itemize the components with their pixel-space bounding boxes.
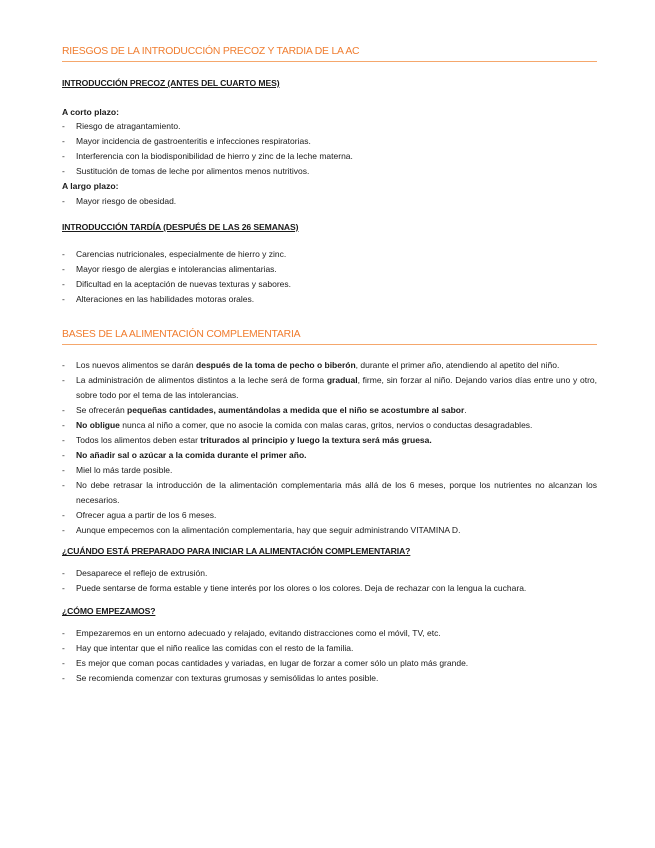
list-item: - Desaparece el reflejo de extrusión.: [62, 566, 597, 581]
list-item: - Alteraciones en las habilidades motoras orales.: [62, 292, 597, 307]
list-item: - Riesgo de atragantamiento.: [62, 119, 597, 134]
list-item: - No debe retrasar la introducción de la alimentación complementaria más allá de los 6 meses, porque los nutrientes no alcanzan los necesarios.: [62, 478, 597, 508]
list-item: - Mayor riesgo de alergias e intolerancias alimentarias.: [62, 262, 597, 277]
text: Todos los alimentos deben estar: [76, 435, 201, 445]
list-item: - Hay que intentar que el niño realice las comidas con el resto de la familia.: [62, 641, 597, 656]
emphasis: No obligue: [76, 420, 120, 430]
readiness-list: [62, 566, 597, 596]
list-item: - Interferencia con la biodisponibilidad de hierro y zinc de la leche materna.: [62, 149, 597, 164]
document-page: [62, 46, 597, 686]
list-item: - Es mejor que coman pocas cantidades y variadas, en lugar de forzar a comer sólo un plato más grande.: [62, 656, 597, 671]
long-term-list: [62, 194, 597, 209]
list-item: - Ofrecer agua a partir de los 6 meses.: [62, 508, 597, 523]
emphasis: No añadir sal o azúcar a la comida durante el primer año.: [76, 450, 307, 460]
text: La administración de alimentos distintos a la leche será de forma: [76, 375, 327, 385]
list-item: - Mayor incidencia de gastroenteritis e infecciones respiratorias.: [62, 134, 597, 149]
bases-list: [62, 358, 597, 538]
early-introduction-heading: INTRODUCCIÓN PRECOZ (ANTES DEL CUARTO MES): [62, 78, 280, 88]
list-item: - Miel lo más tarde posible.: [62, 463, 597, 478]
late-introduction-heading: INTRODUCCIÓN TARDÍA (DESPUÉS DE LAS 26 SEMANAS): [62, 222, 299, 232]
list-item: - Sustitución de tomas de leche por alimentos menos nutritivos.: [62, 164, 597, 179]
list-item: - Carencias nutricionales, especialmente de hierro y zinc.: [62, 247, 597, 262]
list-item: [62, 358, 597, 373]
emphasis: triturados al principio y luego la textura será más gruesa.: [200, 435, 432, 445]
list-item: - Puede sentarse de forma estable y tiene interés por los olores o los colores. Deja de rechazar con la lengua la cuchara.: [62, 581, 597, 596]
list-item: - Mayor riesgo de obesidad.: [62, 194, 597, 209]
list-item: - Aunque empecemos con la alimentación complementaria, hay que seguir administrando VITAMINA D.: [62, 523, 597, 538]
list-item: - Se recomienda comenzar con texturas grumosas y semisólidas lo antes posible.: [62, 671, 597, 686]
late-risks-list: [62, 247, 597, 307]
text: Los nuevos alimentos se darán: [76, 360, 197, 370]
long-term-label: A largo plazo:: [62, 181, 119, 191]
section-title-bases: BASES DE LA ALIMENTACIÓN COMPLEMENTARIA: [62, 329, 597, 345]
readiness-heading: ¿CUÁNDO ESTÁ PREPARADO PARA INICIAR LA ALIMENTACIÓN COMPLEMENTARIA?: [62, 546, 411, 556]
text: , firme, sin forzar al niño. Dejando varios días entre uno y otro, sobre todo por el tema de las intolerancias.: [76, 375, 597, 400]
text: nunca al niño a comer, que no asocie la comida con malas caras, gritos, nervios o conductas desagradables.: [119, 420, 533, 430]
text: Se ofrecerán: [76, 405, 128, 415]
list-item: - Dificultad en la aceptación de nuevas texturas y sabores.: [62, 277, 597, 292]
emphasis: gradual: [326, 375, 358, 385]
list-item: [62, 433, 597, 448]
how-to-start-heading: ¿CÓMO EMPEZAMOS?: [62, 606, 156, 616]
how-to-start-list: [62, 626, 597, 686]
emphasis: después de la toma de pecho o biberón: [196, 360, 356, 370]
text: .: [464, 405, 467, 415]
short-term-label: A corto plazo:: [62, 107, 119, 117]
list-item: [62, 448, 597, 463]
section-title-risks: RIESGOS DE LA INTRODUCCIÓN PRECOZ Y TARDIA DE LA AC: [62, 46, 597, 62]
list-item: [62, 418, 597, 433]
list-item: [62, 373, 597, 403]
short-term-list: [62, 119, 597, 179]
text: , durante el primer año, atendiendo al apetito del niño.: [355, 360, 560, 370]
list-item: [62, 403, 597, 418]
list-item: - Empezaremos en un entorno adecuado y relajado, evitando distracciones como el móvil, TV, etc.: [62, 626, 597, 641]
emphasis: pequeñas cantidades, aumentándolas a medida que el niño se acostumbre al sabor: [127, 405, 465, 415]
